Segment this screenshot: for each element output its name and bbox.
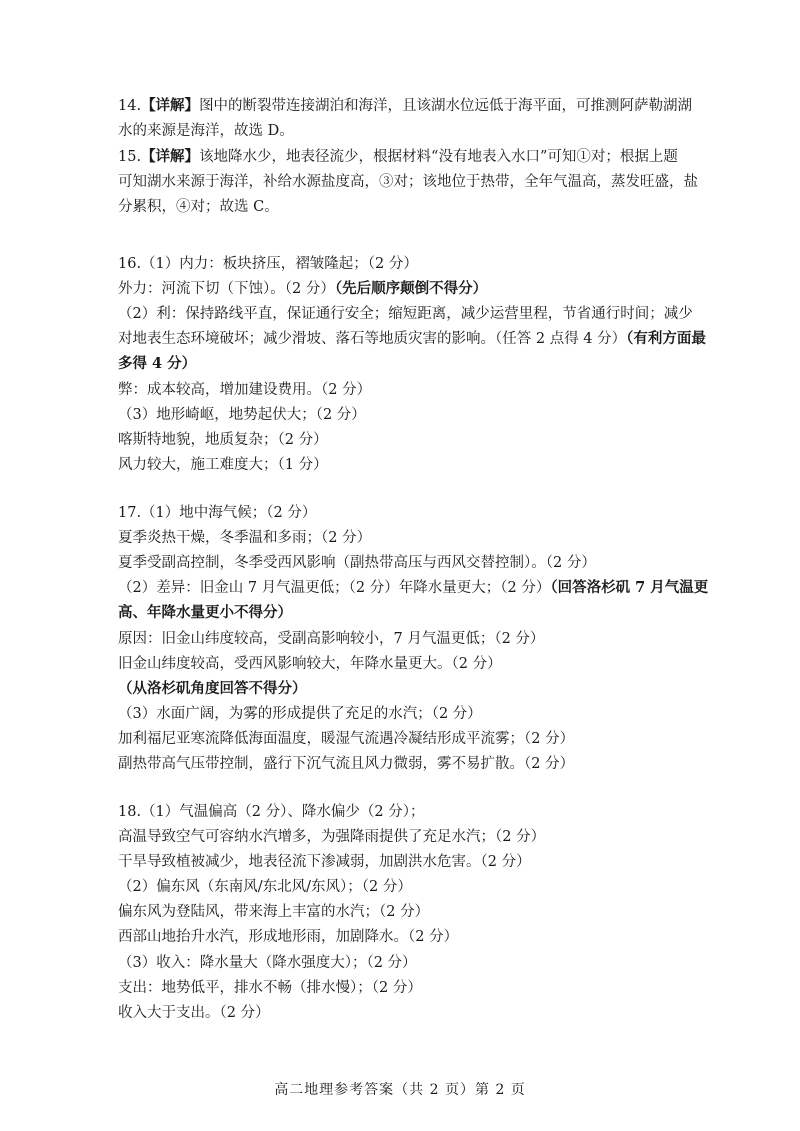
q16-line-2 — [118, 279, 693, 299]
q14-tag: 【详解】 — [141, 97, 200, 114]
q17-line-9: （3）水面广阔，为雾的形成提供了充足的水汽；（2 分） — [118, 706, 482, 722]
q17-line-8: （从洛杉矶角度回答不得分） — [118, 680, 307, 697]
q18-line-8: 支出：地势低平，排水不畅（排水慢）；（2 分） — [118, 980, 422, 996]
page-footer: 高二地理参考答案（共 2 页）第 2 页 — [274, 1082, 526, 1098]
q16-line-4-note: （有利方面最 — [626, 330, 706, 347]
q16-line-4-text: 对地表生态环境破坏；减少滑坡、落石等地质灾害的影响。（任答 2 点得 4 分） — [118, 331, 627, 347]
q16-line-2-note: （先后顺序颠倒不得分） — [334, 280, 488, 297]
q14-text: 图中的断裂带连接湖泊和海洋，且该湖水位远低于海平面，可推测阿萨勒湖湖 — [199, 98, 693, 114]
q17-line-2: 夏季炎热干燥，冬季温和多雨；（2 分） — [118, 530, 372, 546]
q17-line-4-text: （2）差异：旧金山 7 月气温更低；（2 分）年降水量更大；（2 分） — [118, 580, 551, 596]
q16-line-4 — [118, 329, 706, 349]
q15-text: 该地降水少，地表径流少，根据材料“没有地表入水口”可知①对；根据上题 — [199, 149, 678, 165]
q17-line-6: 原因：旧金山纬度较高，受副高影响较小，7 月气温更低；（2 分） — [118, 631, 545, 647]
q16-line-7: （3）地形崎岖，地势起伏大；（2 分） — [118, 407, 366, 423]
q15-line-3: 分累积，④对；故选 C。 — [118, 199, 279, 215]
q18-line-7: （3）收入：降水量大（降水强度大）；（2 分） — [118, 955, 417, 971]
q14-number: 14. — [118, 98, 142, 114]
q15-tag: 【详解】 — [141, 148, 200, 165]
q14-line-1 — [118, 96, 693, 116]
q17-line-5: 高、年降水量更小不得分） — [118, 604, 292, 621]
q16-line-8: 喀斯特地貌，地质复杂；（2 分） — [118, 432, 328, 448]
q16-line-5: 多得 4 分） — [118, 355, 197, 372]
q18-line-9: 收入大于支出。（2 分） — [118, 1005, 270, 1021]
q16-line-6: 弊：成本较高，增加建设费用。（2 分） — [118, 382, 372, 398]
q15-line-2: 可知湖水来源于海洋，补给水源盐度高，③对；该地位于热带，全年气温高，蒸发旺盛，盐 — [118, 174, 698, 190]
q15-line-1 — [118, 147, 693, 167]
q17-line-7: 旧金山纬度较高，受西风影响较大，年降水量更大。（2 分） — [118, 656, 502, 672]
q17-line-4-note: （回答洛杉矶 7 月气温更 — [550, 579, 709, 596]
q17-line-10: 加利福尼亚寒流降低海面温度，暖湿气流遇冷凝结形成平流雾；（2 分） — [118, 731, 575, 747]
q15-number: 15. — [118, 149, 142, 165]
q16-line-2-text: 外力：河流下切（下蚀）。（2 分） — [118, 281, 335, 297]
q18-line-1: 18.（1）气温偏高（2 分）、降水偏少（2 分）； — [118, 804, 425, 820]
q18-line-5: 偏东风为登陆风，带来海上丰富的水汽；（2 分） — [118, 904, 430, 920]
q18-line-3: 干旱导致植被减少，地表径流下渗减弱，加剧洪水危害。（2 分） — [118, 854, 531, 870]
q17-line-4 — [118, 578, 709, 598]
q16-line-1: 16.（1）内力：板块挤压，褶皱隆起；（2 分） — [118, 256, 418, 272]
q14-line-2: 水的来源是海洋，故选 D。 — [118, 123, 294, 139]
q16-line-3: （2）利：保持路线平直，保证通行安全；缩短距离，减少运营里程，节省通行时间；减少 — [118, 306, 693, 322]
q18-line-4: （2）偏东风（东南风/东北风/东风）；（2 分） — [118, 879, 412, 895]
q16-line-9: 风力较大，施工难度大；（1 分） — [118, 457, 328, 473]
q17-line-1: 17.（1）地中海气候；（2 分） — [118, 505, 317, 521]
q18-line-6: 西部山地抬升水汽，形成地形雨，加剧降水。（2 分） — [118, 929, 459, 945]
q17-line-3: 夏季受副高控制，冬季受西风影响（副热带高压与西风交替控制）。（2 分） — [118, 555, 596, 571]
q18-line-2: 高温导致空气可容纳水汽增多，为强降雨提供了充足水汽；（2 分） — [118, 829, 546, 845]
q17-line-11: 副热带高气压带控制，盛行下沉气流且风力微弱，雾不易扩散。（2 分） — [118, 756, 575, 772]
